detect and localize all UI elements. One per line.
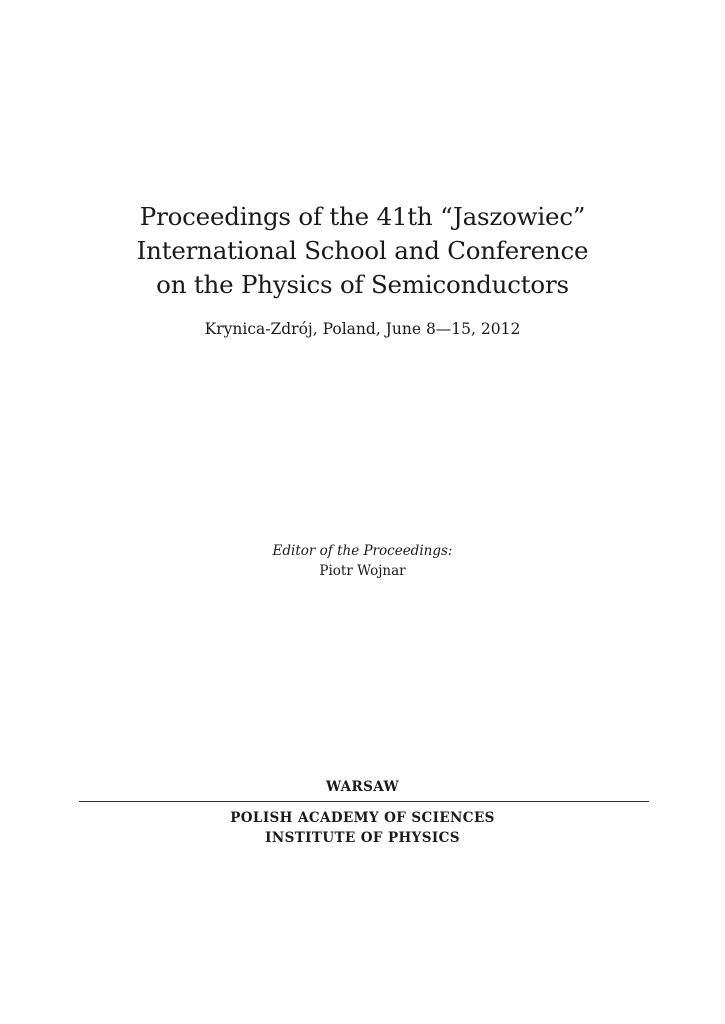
publication-city: WARSAW <box>325 779 400 795</box>
title-line-2: International School and Conference <box>136 236 589 265</box>
horizontal-rule <box>79 801 649 802</box>
title-line-1: Proceedings of the 41th “Jaszowiec” <box>139 202 586 231</box>
conference-location-date: Krynica-Zdrój, Poland, June 8—15, 2012 <box>204 320 521 338</box>
title-block <box>0 200 725 339</box>
title-line-3: on the Physics of Semiconductors <box>156 270 569 299</box>
editor-block <box>0 541 725 581</box>
publisher-line-2: INSTITUTE OF PHYSICS <box>265 830 460 846</box>
editor-name: Piotr Wojnar <box>319 563 406 579</box>
publisher-line-1: POLISH ACADEMY OF SCIENCES <box>230 810 495 826</box>
editor-label: Editor of the Proceedings: <box>272 543 453 559</box>
publisher-block <box>0 808 725 848</box>
